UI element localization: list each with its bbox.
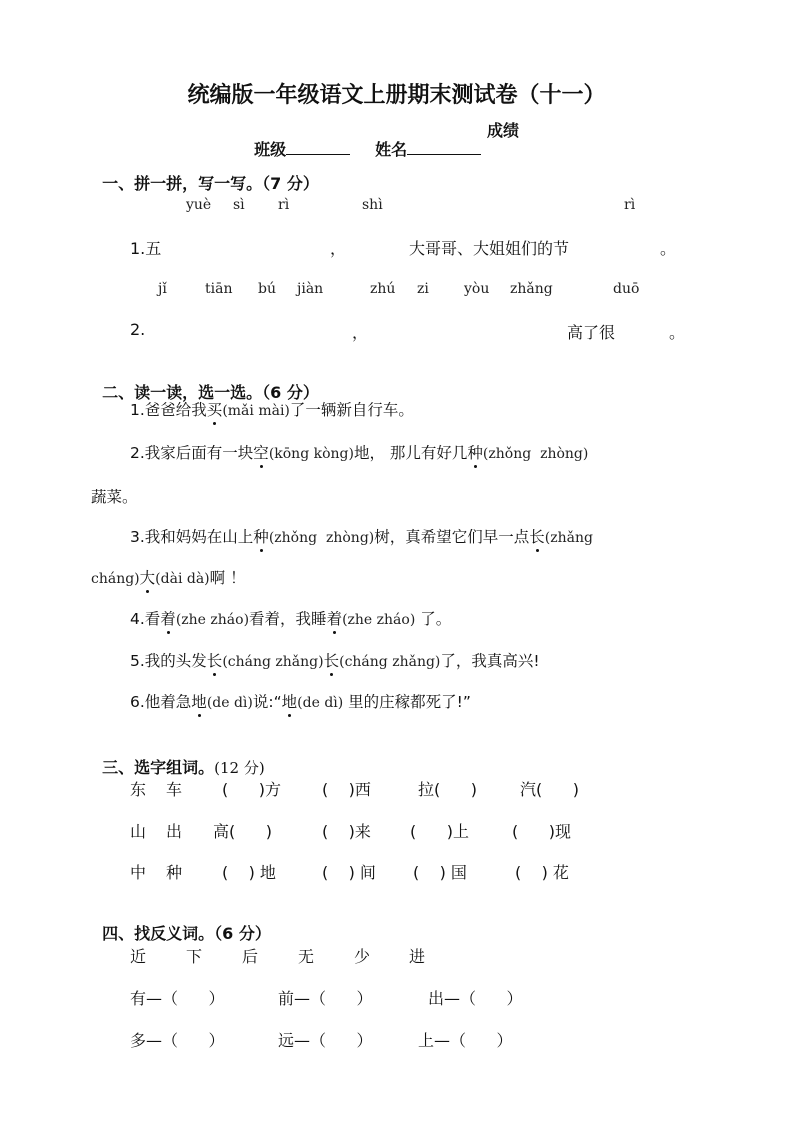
pinyin-options[interactable]: (cháng zhǎng) xyxy=(222,654,324,670)
char-option: 山 xyxy=(130,822,147,841)
section2-item-3: 3.我和妈妈在山上种(zhǒng zhòng)树，真希望它们早一点长(zhǎng xyxy=(130,525,593,547)
pinyin: zhǎng xyxy=(510,281,553,297)
dotted-char: 长 xyxy=(529,525,545,547)
antonym-pair[interactable]: 有—（ ） xyxy=(130,989,225,1008)
dotted-char: 种 xyxy=(467,441,483,463)
word-blank[interactable]: ( ) 地 xyxy=(222,863,276,882)
char-option: 出 xyxy=(166,822,183,841)
antonym-option: 无 xyxy=(298,947,315,966)
pinyin-options[interactable]: (mǎi mài) xyxy=(222,403,290,419)
pinyin: sì xyxy=(233,197,245,213)
section2-item-1: 1.爸爸给我买(mǎi mài)了一辆新自行车。 xyxy=(130,398,414,420)
section4-points: （6 分） xyxy=(214,924,271,943)
pinyin-options[interactable]: (zhǎng xyxy=(544,530,593,546)
pinyin-options[interactable]: (zhǒng zhòng) xyxy=(268,530,375,546)
word-blank[interactable]: ( ) 国 xyxy=(413,863,467,882)
word-blank[interactable]: ( )来 xyxy=(322,822,371,841)
name-label: 姓名 xyxy=(375,140,408,159)
pinyin-options[interactable]: (de dì) xyxy=(297,695,344,711)
pinyin: zhú xyxy=(370,281,396,297)
section1-heading: 一、拼一拼，写一写。（7 分） xyxy=(102,174,319,193)
pinyin: jǐ xyxy=(158,281,167,297)
dotted-char: 着 xyxy=(160,607,176,629)
dotted-char: 长 xyxy=(207,649,223,671)
antonym-option: 近 xyxy=(130,947,147,966)
q1-comma: ， xyxy=(330,239,347,258)
pinyin-options[interactable]: (dài dà) xyxy=(155,571,210,587)
pinyin: rì xyxy=(624,197,636,213)
pinyin: yòu xyxy=(464,281,490,297)
q1-end: 。 xyxy=(660,239,677,258)
pinyin: rì xyxy=(278,197,290,213)
q2-end: 。 xyxy=(669,323,686,342)
antonym-pair[interactable]: 出—（ ） xyxy=(428,989,523,1008)
pinyin: yuè xyxy=(186,197,212,213)
q1-number: 1.五 xyxy=(130,239,162,258)
pinyin-options[interactable]: (kōng kòng) xyxy=(268,446,354,462)
word-blank[interactable]: ( )上 xyxy=(410,822,470,841)
pinyin: jiàn xyxy=(297,281,324,297)
section4-heading: 四、找反义词。（6 分） xyxy=(102,924,271,943)
dotted-char: 着 xyxy=(327,607,343,629)
antonym-option: 后 xyxy=(242,947,259,966)
pinyin-options[interactable]: (zhǒng zhòng) xyxy=(482,446,589,462)
section2-item-3-cont: cháng)大(dài dà)啊 ！ xyxy=(91,566,246,588)
section2-item-2: 2.我家后面有一块空(kōng kòng)地， 那儿有好几种(zhǒng zhòng) xyxy=(130,441,588,463)
antonym-pair[interactable]: 远—（ ） xyxy=(278,1031,373,1050)
dotted-char: 大 xyxy=(140,566,156,588)
pinyin: duō xyxy=(613,281,640,297)
q2-text: 高了很 xyxy=(567,323,616,342)
q2-number: 2. xyxy=(130,320,146,339)
antonym-option: 下 xyxy=(186,947,203,966)
pinyin-options[interactable]: (de dì) xyxy=(206,695,253,711)
pinyin-options[interactable]: (zhe zháo) xyxy=(342,612,416,628)
dotted-char: 买 xyxy=(207,398,223,420)
word-blank[interactable]: 拉( ) xyxy=(418,780,478,799)
word-blank[interactable]: ( )方 xyxy=(222,780,282,799)
antonym-option: 少 xyxy=(354,947,371,966)
word-blank[interactable]: ( )现 xyxy=(512,822,572,841)
word-blank[interactable]: ( ) 花 xyxy=(515,863,569,882)
word-blank[interactable]: 汽( ) xyxy=(520,780,580,799)
antonym-option: 进 xyxy=(409,947,426,966)
pinyin: shì xyxy=(362,197,383,213)
section3-points: (12 分) xyxy=(214,759,265,777)
page-title: 统编版一年级语文上册期末测试卷（十一） xyxy=(187,83,606,108)
section2-heading: 二、读一读，选一选。（6 分） xyxy=(102,383,319,402)
section1-points: （7 分） xyxy=(262,174,319,193)
dotted-char: 长 xyxy=(324,649,340,671)
pinyin-options[interactable]: (zhe zháo) xyxy=(175,612,250,628)
pinyin-options[interactable]: (cháng zhǎng) xyxy=(339,654,441,670)
char-option: 东 xyxy=(130,780,147,799)
dotted-char: 种 xyxy=(253,525,269,547)
name-blank[interactable] xyxy=(407,140,481,155)
antonym-pair[interactable]: 前—（ ） xyxy=(278,989,373,1008)
score-label: 成绩 xyxy=(487,121,520,140)
antonym-pair[interactable]: 多—（ ） xyxy=(130,1031,225,1050)
char-option: 车 xyxy=(166,780,183,799)
char-option: 种 xyxy=(166,863,183,882)
dotted-char: 地 xyxy=(191,690,207,712)
word-blank[interactable]: ( )西 xyxy=(322,780,371,799)
antonym-pair[interactable]: 上—（ ） xyxy=(418,1031,513,1050)
word-blank[interactable]: 高( ) xyxy=(213,822,273,841)
section2-item-5: 5.我的头发长(cháng zhǎng)长(cháng zhǎng)了，我真高兴! xyxy=(130,649,540,671)
class-label: 班级 xyxy=(254,140,287,159)
name-field xyxy=(364,118,481,160)
section2-points: （6 分） xyxy=(262,383,319,402)
dotted-char: 地 xyxy=(282,690,298,712)
q2-comma: ， xyxy=(352,323,369,342)
pinyin: bú xyxy=(258,281,276,297)
word-blank[interactable]: ( ) 间 xyxy=(322,863,376,882)
dotted-char: 空 xyxy=(253,441,269,463)
section2-item-2-cont: 蔬菜。 xyxy=(91,488,138,506)
section2-item-4: 4.看着(zhe zháo)看着，我睡着(zhe zháo) 了。 xyxy=(130,607,451,629)
section2-item-6: 6.他着急地(de dì)说:“地(de dì) 里的庄稼都死了!” xyxy=(130,690,471,712)
pinyin: zi xyxy=(417,281,429,297)
q1-text: 大哥哥、大姐姐们的节 xyxy=(409,239,570,258)
pinyin: tiān xyxy=(205,281,233,297)
char-option: 中 xyxy=(130,863,147,882)
section3-heading: 三、选字组词。(12 分) xyxy=(102,758,265,777)
